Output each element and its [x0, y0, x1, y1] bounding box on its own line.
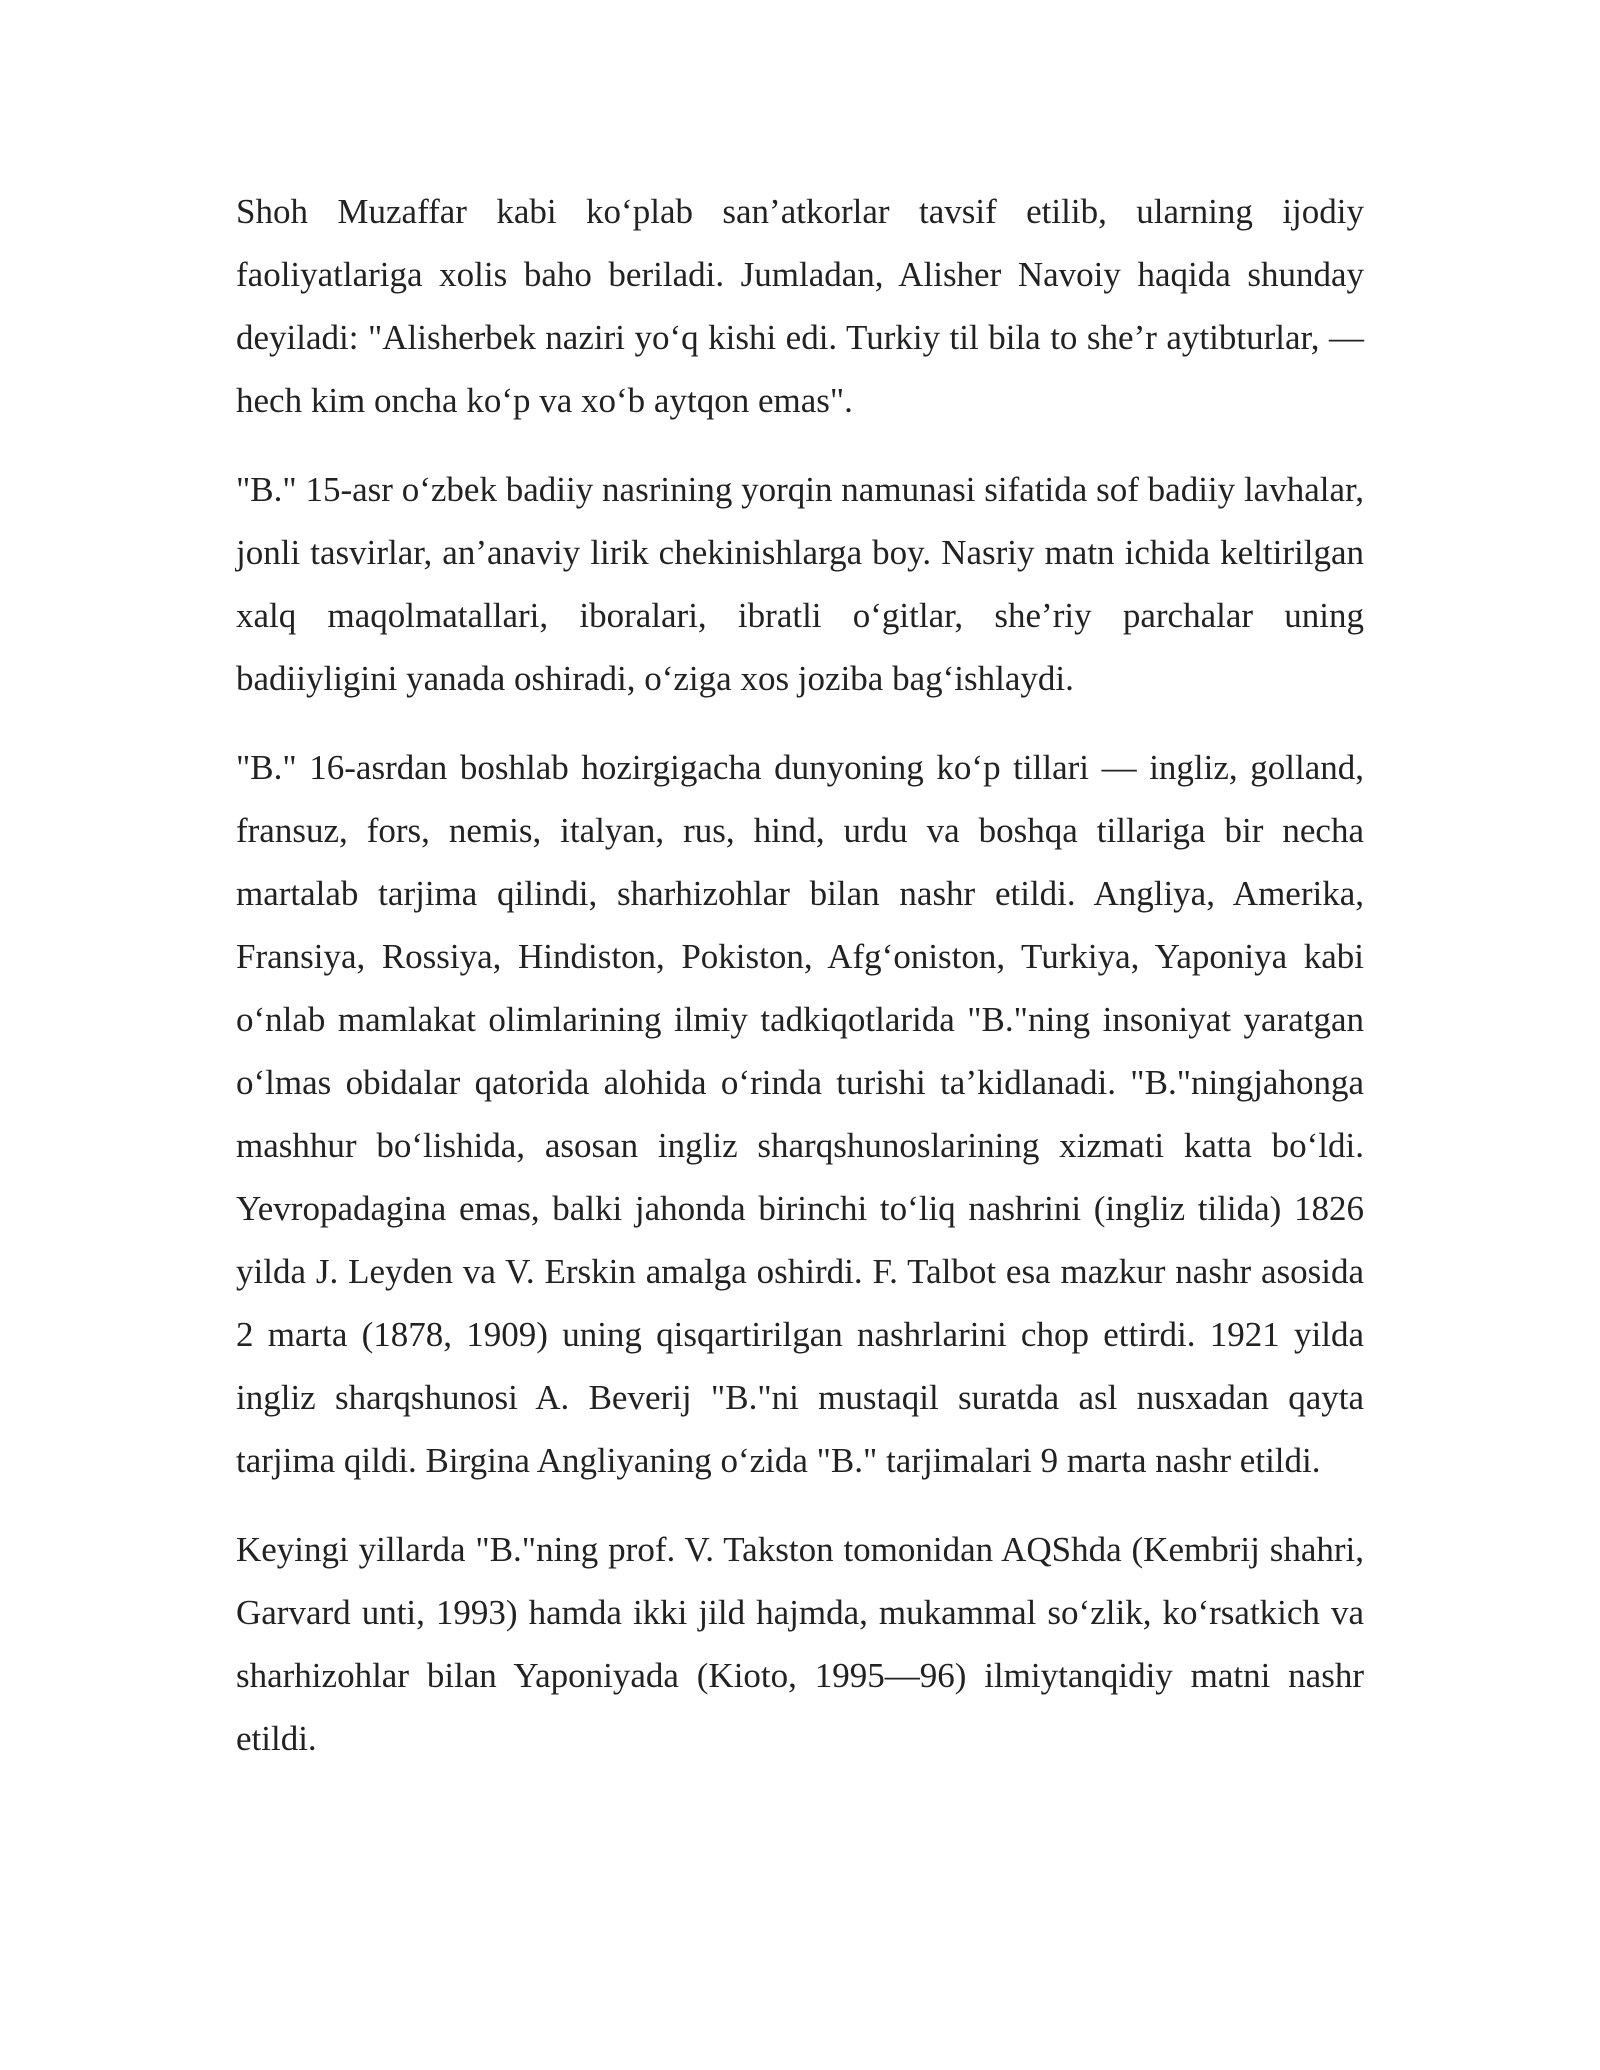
paragraph-artistic-prose: "B." 15-asr o‘zbek badiiy nasrining yorqin namunasi sifatida sof badiiy lavhalar, jonli tasvirlar, an’anaviy lirik chekinishlarga boy. Nasriy matn ichida keltirilgan xalq maqolmatallari, iboralari, ibratli o‘gitlar, she’riy parchalar uning badiiyligini yanada oshiradi, o‘ziga xos joziba bag‘ishlaydi.	[236, 470, 1364, 698]
paragraph-navoiy-quote: Shoh Muzaffar kabi ko‘plab san’atkorlar tavsif etilib, ularning ijodiy faoliyatlariga xolis baho beriladi. Jumladan, Alisher Navoiy haqida shunday deyiladi: "Alisherbek naziri yo‘q kishi edi. Turkiy til bila to she’r aytibturlar, — hech kim oncha ko‘p va xo‘b aytqon emas".	[236, 192, 1364, 420]
document-page	[236, 180, 1364, 1796]
paragraph-translations: "B." 16-asrdan boshlab hozirgigacha dunyoning ko‘p tillari — ingliz, golland, fransuz, fors, nemis, italyan, rus, hind, urdu va boshqa tillariga bir necha martalab tarjima qilindi, sharhizohlar bilan nashr etildi. Angliya, Amerika, Fransiya, Rossiya, Hindiston, Pokiston, Afg‘oniston, Turkiya, Yaponiya kabi o‘nlab mamlakat olimlarining ilmiy tadkiqotlarida "B."ning insoniyat yaratgan o‘lmas obidalar qatorida alohida o‘rinda turishi ta’kidlanadi. "B."ningjahonga mashhur bo‘lishida, asosan ingliz sharqshunoslarining xizmati katta bo‘ldi. Yevropadagina emas, balki jahonda birinchi to‘liq nashrini (ingliz tilida) 1826 yilda J. Leyden va V. Erskin amalga oshirdi. F. Talbot esa mazkur nashr asosida 2 marta (1878, 1909) uning qisqartirilgan nashrlarini chop ettirdi. 1921 yilda ingliz sharqshunosi A. Beverij "B."ni mustaqil suratda asl nusxadan qayta tarjima qildi. Birgina Angliyaning o‘zida "B." tarjimalari 9 marta nashr etildi.	[236, 748, 1364, 1480]
paragraph-recent-editions: Keyingi yillarda "B."ning prof. V. Takston tomonidan AQShda (Kembrij shahri, Garvard unti, 1993) hamda ikki jild hajmda, mukammal so‘zlik, ko‘rsatkich va sharhizohlar bilan Yaponiyada (Kioto, 1995—96) ilmiytanqidiy matni nashr etildi.	[236, 1530, 1364, 1758]
